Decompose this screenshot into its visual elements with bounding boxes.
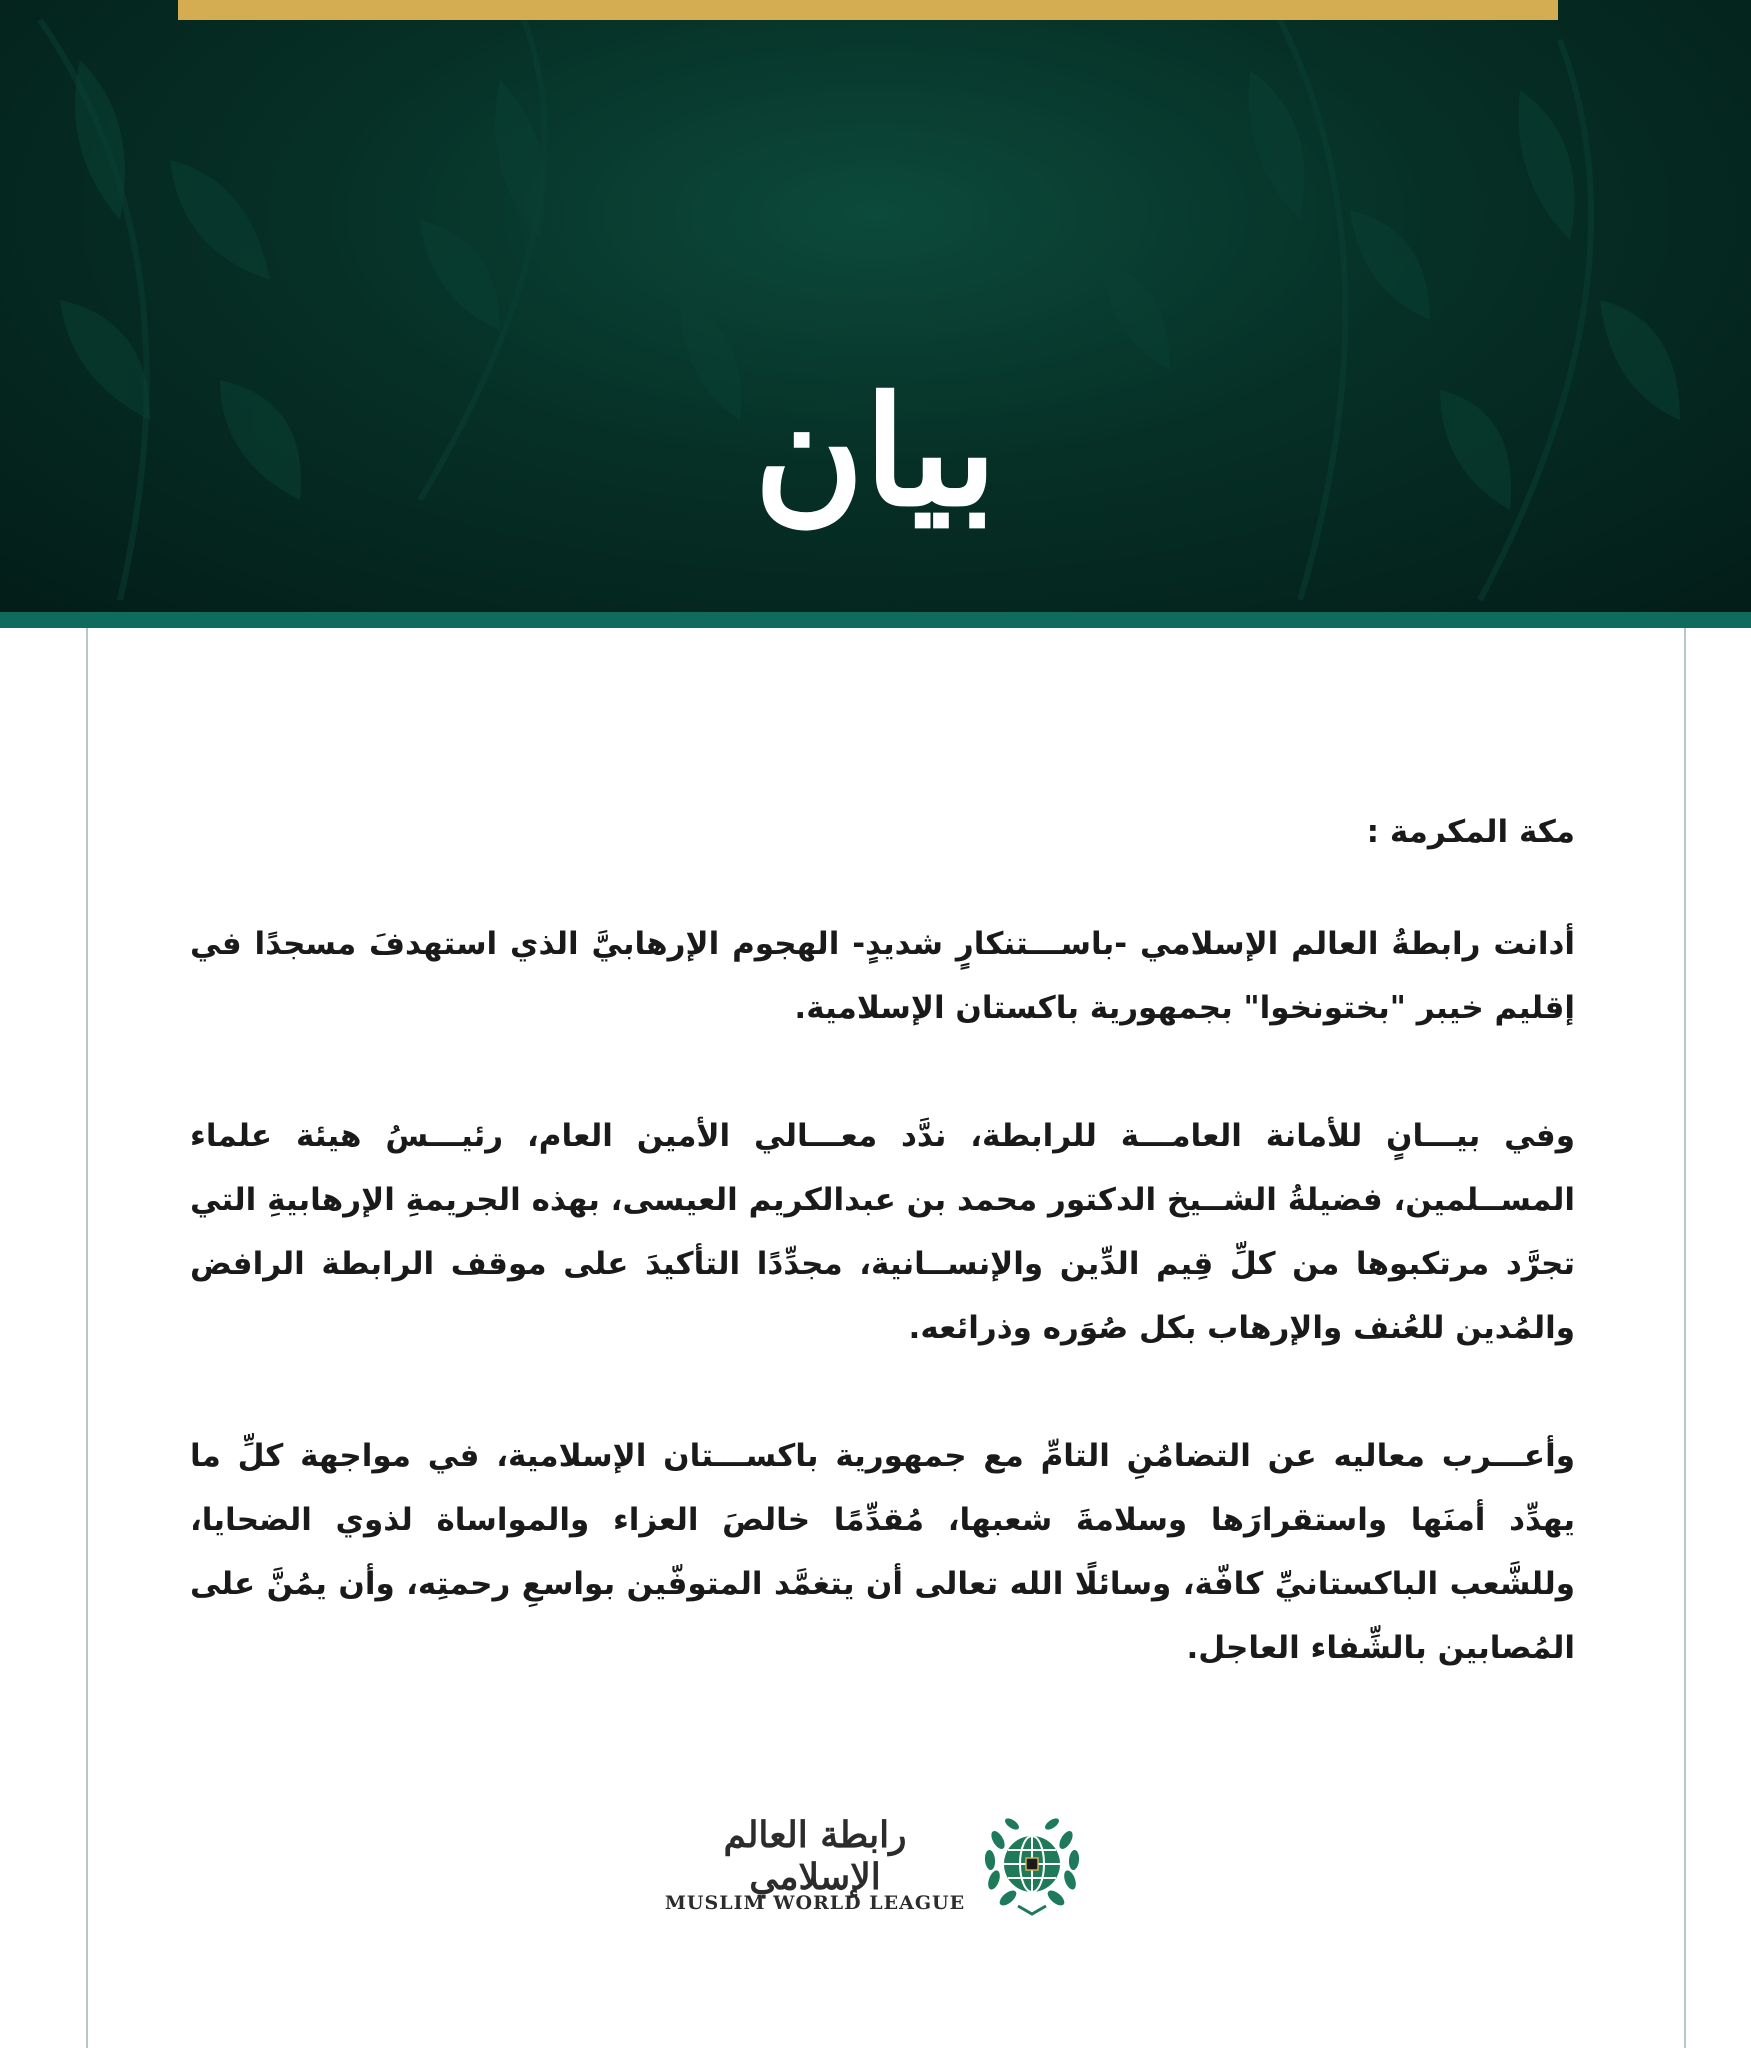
frame-border-left xyxy=(86,628,88,2048)
globe-wreath-icon xyxy=(978,1810,1086,1918)
logo-english-text: MUSLIM WORLD LEAGUE xyxy=(664,1892,966,1914)
header-banner xyxy=(0,0,1751,612)
frame-border-right xyxy=(1684,628,1686,2048)
paragraph-solidarity: وأعـــرب معاليه عن التضامُنِ التامِّ مع جمهورية باكســـتان الإسلامية، في مواجهة كلِّ ما يهدِّد أمنَها واستقرارَها وسلامةَ شعبها، مُقدِّمًا خالصَ العزاء والمواساة لذوي الضحايا، وللشَّعب الباكستانيِّ كافّة، وسائلًا الله تعالى أن يتغمَّد المتوفّين بواسعِ رحمتِه، وأن يمُنَّ على المُصابين بالشِّفاء العاجل. xyxy=(190,1438,1575,1666)
muslim-world-league-logo xyxy=(660,1810,1090,1930)
logo-arabic-text: رابطة العالم الإسلامي xyxy=(723,1814,907,1898)
dateline: مكة المكرمة : xyxy=(1366,814,1575,850)
statement-body xyxy=(190,800,1575,1744)
page-title: بيان xyxy=(754,364,997,540)
paragraph-secretary-general: وفي بيـــانٍ للأمانة العامـــة للرابطة، ندَّد معـــالي الأمين العام، رئيـــسُ هيئة علماء المســلمين، فضيلةُ الشــيخ الدكتور محمد بن عبدالكريم العيسى، بهذه الجريمةِ الإرهابيةِ التي تجرَّد مرتكبوها من كلِّ قِيم الدِّين والإنســانية، مجدِّدًا التأكيدَ على موقف الرابطة الرافض والمُدين للعُنف والإرهاب بكل صُوَره وذرائعه. xyxy=(190,1118,1575,1346)
header-bottom-bar xyxy=(0,612,1751,628)
gold-top-bar xyxy=(178,0,1558,20)
paragraph-condemnation: أدانت رابطةُ العالم الإسلامي -باســـتنكارٍ شديدٍ- الهجوم الإرهابيَّ الذي استهدفَ مسجدًا في إقليم خيبر "بختونخوا" بجمهورية باكستان الإسلامية. xyxy=(190,926,1575,1026)
